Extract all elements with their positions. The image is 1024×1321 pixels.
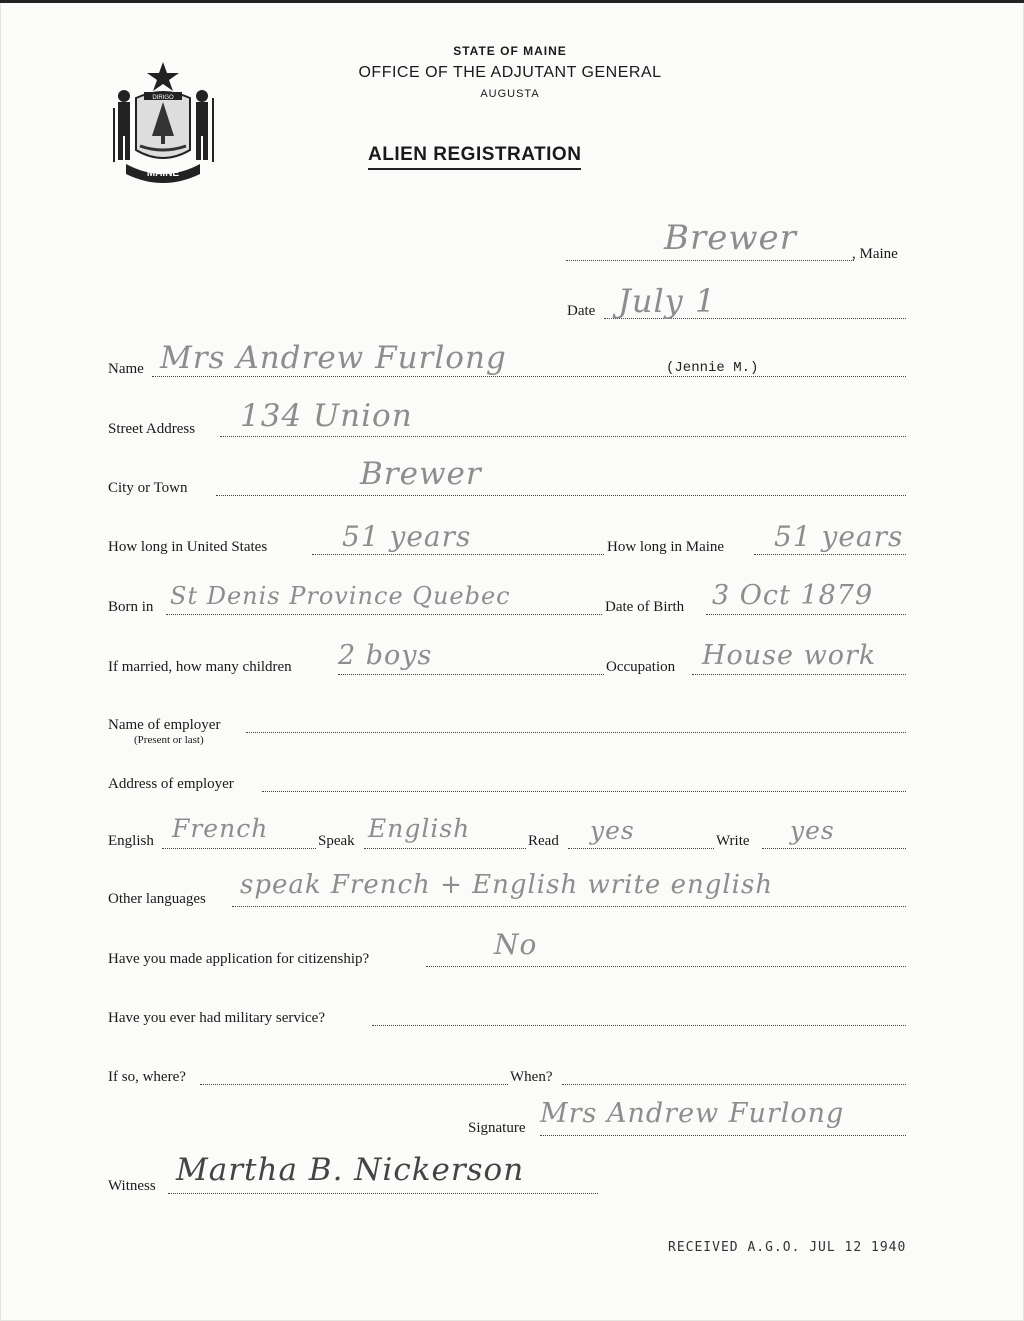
citizenship-value: No <box>494 928 538 961</box>
name-typed-value: (Jennie M.) <box>666 360 759 376</box>
place-line <box>566 260 854 261</box>
occupation-value: House work <box>702 640 877 671</box>
born-in-line <box>166 614 602 615</box>
occupation-line <box>692 674 906 675</box>
date-label: Date <box>567 303 596 319</box>
svg-text:DIRIGO: DIRIGO <box>152 95 174 101</box>
other-languages-label: Other languages <box>108 891 206 907</box>
city-line <box>216 495 906 496</box>
place-value: Brewer <box>664 218 797 258</box>
how-long-us-label: How long in United States <box>108 539 268 555</box>
city-heading: AUGUSTA <box>480 88 540 100</box>
born-in-value: St Denis Province Quebec <box>170 582 511 610</box>
employer-address-line <box>262 791 906 792</box>
when-label: When? <box>510 1069 553 1085</box>
how-long-maine-value: 51 years <box>774 520 904 553</box>
read-line <box>568 848 714 849</box>
military-label: Have you ever had military service? <box>108 1010 325 1026</box>
office-heading: OFFICE OF THE ADJUTANT GENERAL <box>358 64 662 81</box>
citizenship-line <box>426 966 906 967</box>
how-long-us-line <box>312 554 604 555</box>
city-value: Brewer <box>360 456 482 492</box>
read-value: yes <box>590 816 635 845</box>
children-value: 2 boys <box>338 640 433 671</box>
dob-line <box>706 614 906 615</box>
street-line <box>220 436 906 437</box>
letterhead <box>300 44 720 100</box>
children-label: If married, how many children <box>108 659 292 675</box>
name-line <box>152 376 906 377</box>
received-stamp: RECEIVED A.G.O. JUL 12 1940 <box>668 1240 907 1255</box>
write-value: yes <box>790 816 835 845</box>
other-languages-value: speak French + English write english <box>240 870 774 900</box>
born-in-label: Born in <box>108 599 154 615</box>
write-line <box>762 848 906 849</box>
form-title: ALIEN REGISTRATION <box>368 144 581 170</box>
name-label: Name <box>108 361 144 377</box>
occupation-label: Occupation <box>606 659 676 675</box>
svg-text:MAINE: MAINE <box>146 168 180 179</box>
employer-note-label: (Present or last) <box>134 734 204 746</box>
citizenship-label: Have you made application for citizenship? <box>108 951 370 967</box>
top-border <box>0 0 1024 3</box>
dob-label: Date of Birth <box>605 599 685 615</box>
signature-value: Mrs Andrew Furlong <box>540 1098 845 1129</box>
when-line <box>562 1084 906 1085</box>
city-label: City or Town <box>108 480 188 496</box>
witness-line <box>168 1193 598 1194</box>
employer-name-line <box>246 732 906 733</box>
how-long-us-value: 51 years <box>342 520 472 553</box>
speak-value: English <box>368 814 471 843</box>
witness-value: Martha B. Nickerson <box>176 1152 525 1188</box>
name-value: Mrs Andrew Furlong <box>160 340 507 376</box>
read-label: Read <box>528 833 559 849</box>
signature-line <box>540 1135 906 1136</box>
other-languages-line <box>232 906 906 907</box>
speak-label: Speak <box>318 833 355 849</box>
witness-label: Witness <box>108 1178 156 1194</box>
street-value: 134 Union <box>240 398 413 434</box>
state-heading: STATE OF MAINE <box>453 44 567 58</box>
street-label: Street Address <box>108 421 196 437</box>
write-label: Write <box>716 833 750 849</box>
signature-label: Signature <box>468 1120 526 1136</box>
dob-value: 3 Oct 1879 <box>712 580 874 611</box>
children-line <box>338 674 604 675</box>
employer-name-label: Name of employer <box>108 717 221 733</box>
maine-state-seal-icon <box>106 58 220 186</box>
how-long-maine-line <box>754 554 906 555</box>
if-so-where-label: If so, where? <box>108 1069 186 1085</box>
speak-line <box>364 848 526 849</box>
english-label: English <box>108 833 154 849</box>
employer-address-label: Address of employer <box>108 776 234 792</box>
how-long-maine-label: How long in Maine <box>607 539 725 555</box>
english-line <box>162 848 316 849</box>
date-value: July 1 <box>618 282 717 320</box>
military-line <box>372 1025 906 1026</box>
place-suffix-label: , Maine <box>852 246 898 262</box>
if-so-where-line <box>200 1084 508 1085</box>
english-value: French <box>172 814 269 843</box>
